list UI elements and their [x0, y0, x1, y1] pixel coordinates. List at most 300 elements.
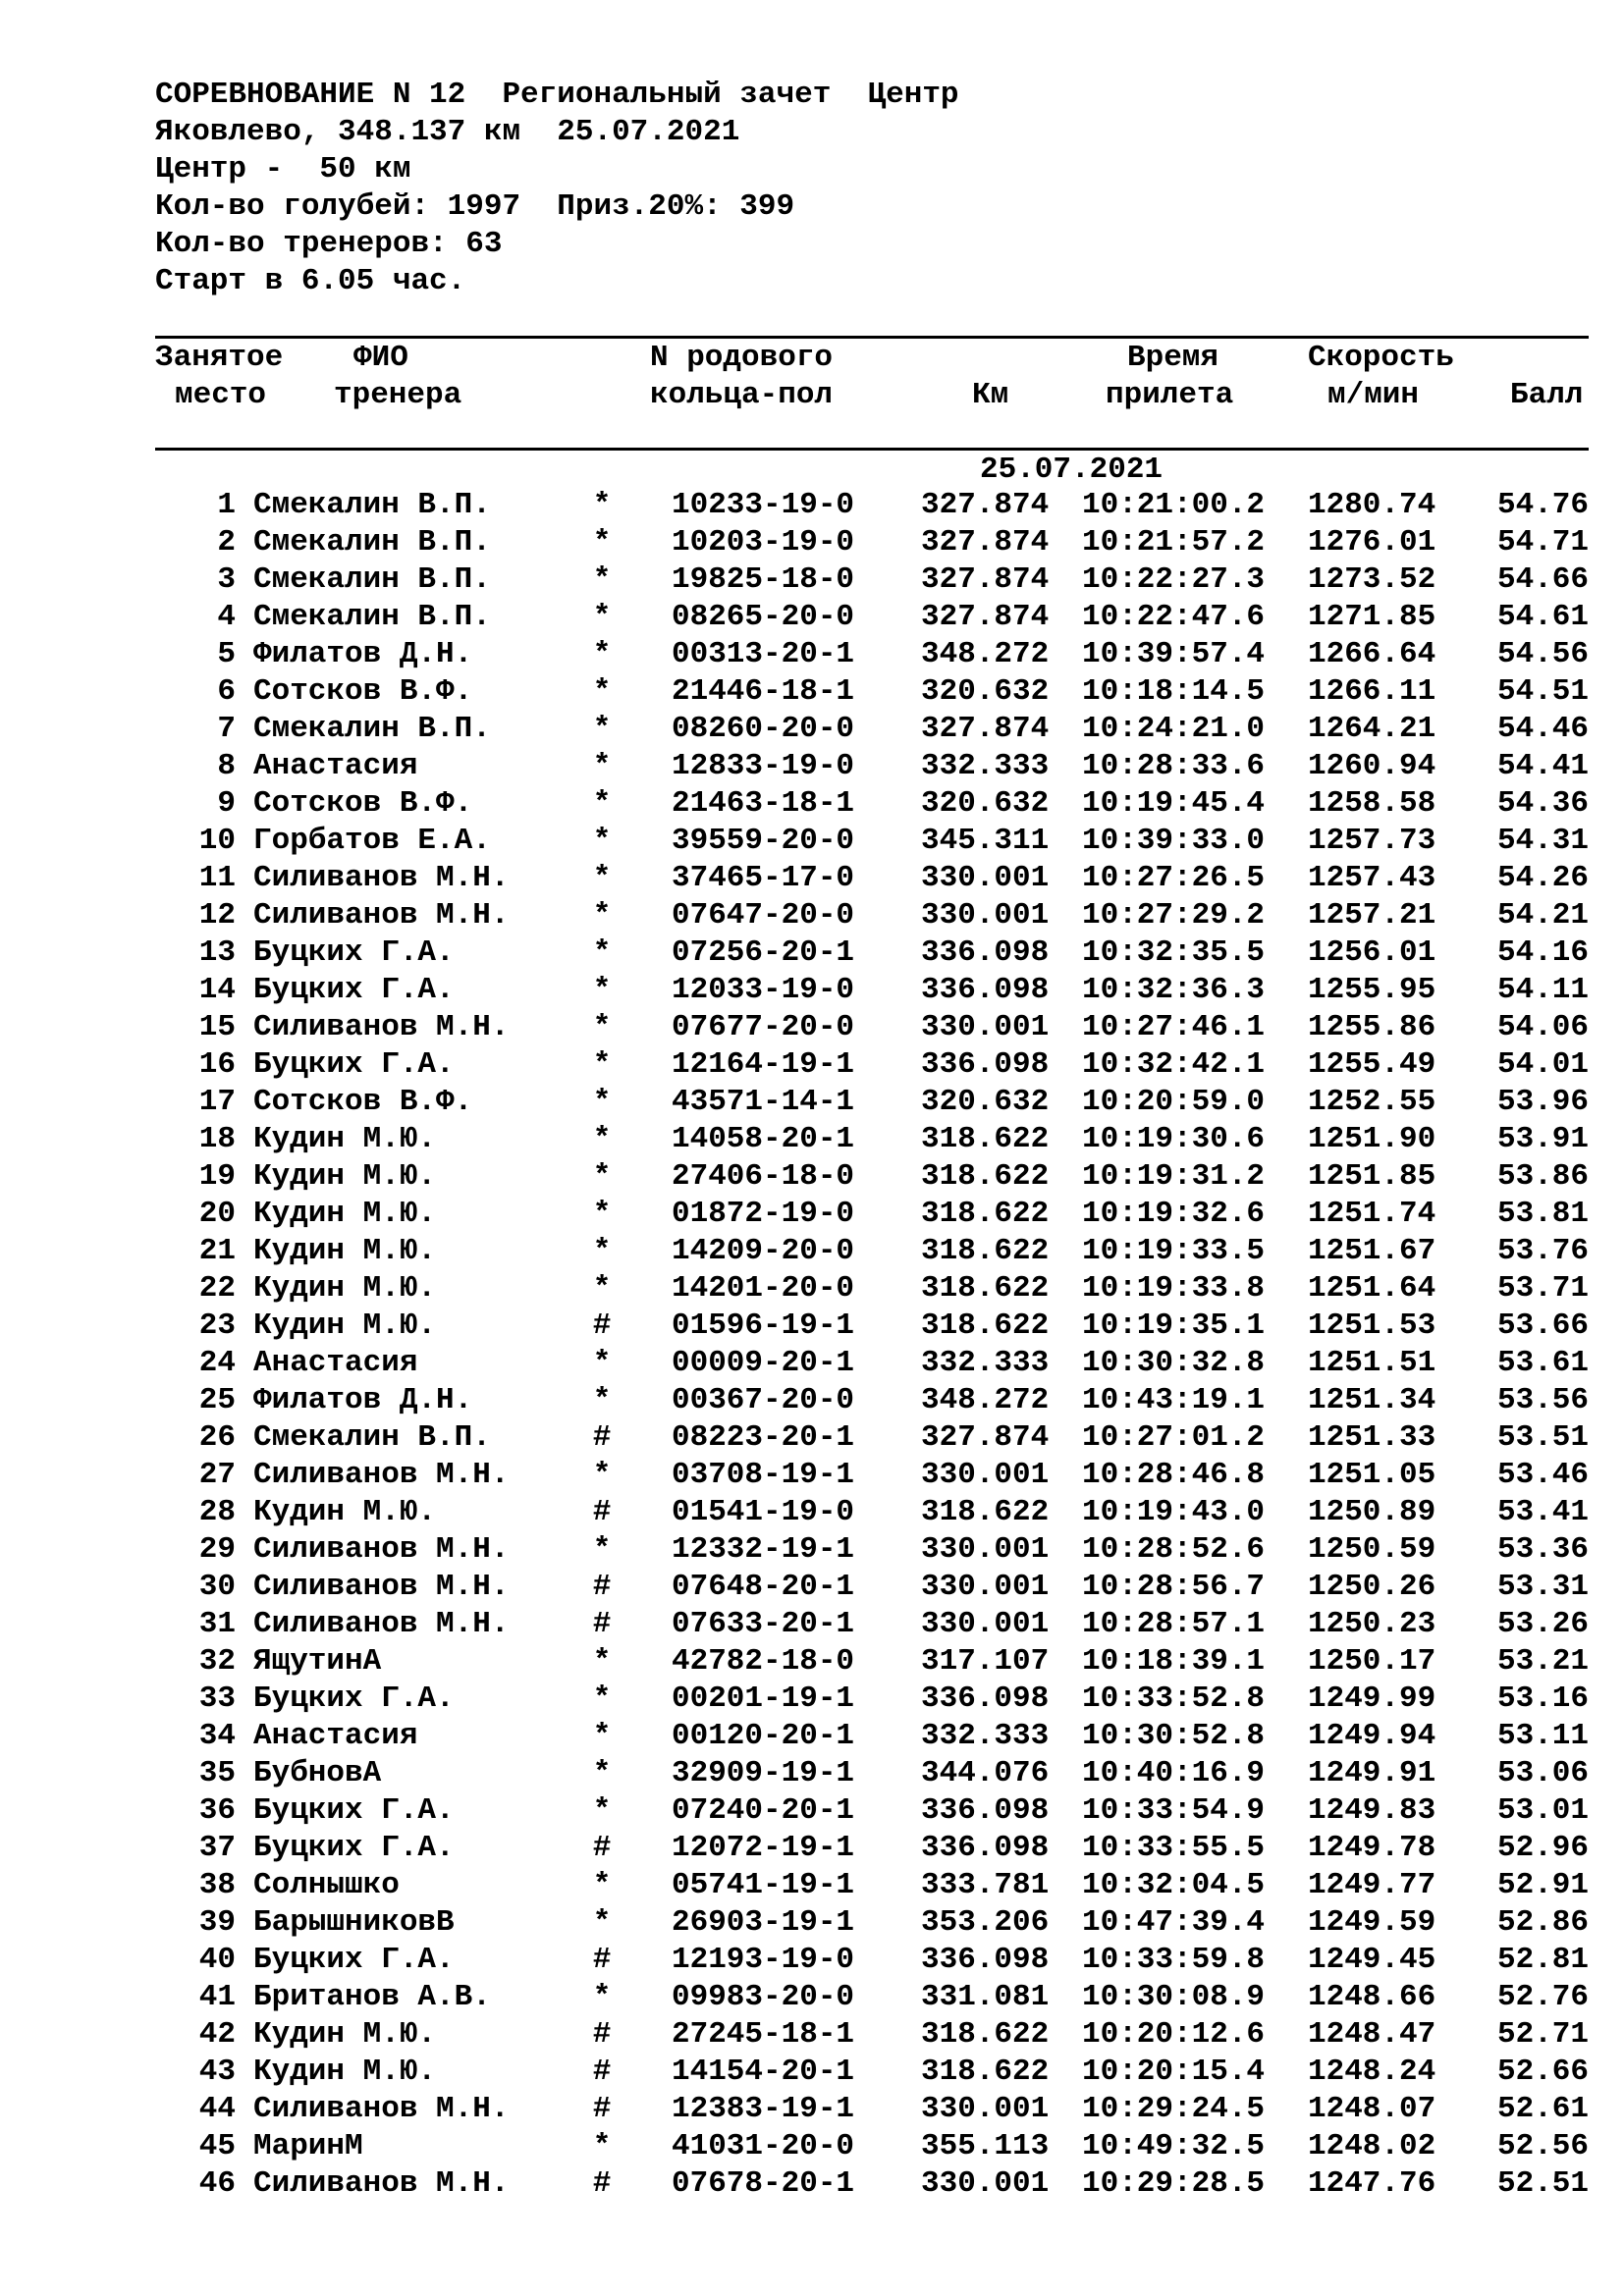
place-cell: 17 [198, 1085, 236, 1119]
ring-number: 10203-19-0 [672, 525, 855, 560]
ring-number: 26903-19-1 [672, 1905, 855, 1940]
score-value: 53.96 [1496, 1085, 1589, 1119]
place-cell: 14 [198, 973, 236, 1007]
ring-number: 37465-17-0 [672, 861, 855, 895]
distance-km: 336.098 [921, 935, 1050, 970]
score-value: 54.26 [1496, 861, 1589, 895]
ring-number: 43571-14-1 [672, 1085, 855, 1119]
speed-value: 1249.99 [1308, 1682, 1436, 1716]
distance-km: 348.272 [921, 637, 1050, 671]
ring-mark: * [592, 786, 612, 821]
col-speed-line2: м/мин [1327, 378, 1420, 412]
ring-mark: * [592, 1868, 612, 1902]
speed-value: 1251.51 [1308, 1346, 1436, 1380]
ring-number: 12383-19-1 [672, 2092, 855, 2126]
distance-km: 332.333 [921, 1719, 1050, 1753]
speed-value: 1271.85 [1308, 600, 1436, 634]
distance-km: 318.622 [921, 2055, 1050, 2089]
ring-number: 21463-18-1 [672, 786, 855, 821]
place-cell: 37 [198, 1831, 236, 1865]
distance-km: 318.622 [921, 1495, 1050, 1529]
ring-mark: * [592, 1197, 612, 1231]
arrival-time: 10:33:52.8 [1082, 1682, 1266, 1716]
speed-value: 1247.76 [1308, 2166, 1436, 2201]
score-value: 53.36 [1496, 1532, 1589, 1567]
ring-number: 07633-20-1 [672, 1607, 855, 1641]
distance-km: 318.622 [921, 1122, 1050, 1156]
ring-number: 07647-20-0 [672, 898, 855, 933]
score-value: 53.91 [1496, 1122, 1589, 1156]
score-value: 53.86 [1496, 1159, 1589, 1194]
ring-number: 03708-19-1 [672, 1458, 855, 1492]
trainer-name: Силиванов М.Н. [253, 1010, 510, 1044]
table-row [155, 1643, 1589, 1681]
trainer-name: Кудин М.Ю. [253, 1159, 437, 1194]
col-name-line1: ФИО [353, 341, 408, 375]
score-value: 53.26 [1496, 1607, 1589, 1641]
trainer-name: ЯщутинА [253, 1644, 382, 1679]
speed-value: 1276.01 [1308, 525, 1436, 560]
speed-value: 1257.43 [1308, 861, 1436, 895]
ring-number: 12033-19-0 [672, 973, 855, 1007]
place-cell: 41 [198, 1980, 236, 2014]
table-row [155, 785, 1589, 823]
ring-mark: * [592, 1905, 612, 1940]
trainer-name: Смекалин В.П. [253, 488, 491, 522]
score-value: 52.71 [1496, 2017, 1589, 2052]
distance-km: 330.001 [921, 1532, 1050, 1567]
speed-value: 1257.73 [1308, 824, 1436, 858]
distance-km: 336.098 [921, 1831, 1050, 1865]
distance-km: 330.001 [921, 1010, 1050, 1044]
ring-number: 21446-18-1 [672, 674, 855, 709]
arrival-time: 10:19:30.6 [1082, 1122, 1266, 1156]
arrival-time: 10:18:39.1 [1082, 1644, 1266, 1679]
ring-mark: # [592, 2055, 612, 2089]
speed-value: 1250.23 [1308, 1607, 1436, 1641]
arrival-time: 10:30:08.9 [1082, 1980, 1266, 2014]
score-value: 52.76 [1496, 1980, 1589, 2014]
ring-mark: * [592, 1719, 612, 1753]
distance-km: 318.622 [921, 1234, 1050, 1268]
speed-value: 1266.64 [1308, 637, 1436, 671]
ring-number: 14154-20-1 [672, 2055, 855, 2089]
trainer-name: Силиванов М.Н. [253, 898, 510, 933]
table-row [155, 1830, 1589, 1867]
ring-number: 27406-18-0 [672, 1159, 855, 1194]
start-time: Старт в 6.05 час. [155, 264, 466, 298]
ring-number: 19825-18-0 [672, 562, 855, 597]
trainer-name: БубновА [253, 1756, 382, 1790]
distance-km: 330.001 [921, 1607, 1050, 1641]
arrival-time: 10:32:36.3 [1082, 973, 1266, 1007]
ring-number: 07677-20-0 [672, 1010, 855, 1044]
trainer-name: Кудин М.Ю. [253, 2017, 437, 2052]
place-cell: 6 [217, 674, 236, 709]
distance-km: 327.874 [921, 1420, 1050, 1455]
arrival-time: 10:47:39.4 [1082, 1905, 1266, 1940]
place-cell: 2 [217, 525, 236, 560]
arrival-time: 10:28:57.1 [1082, 1607, 1266, 1641]
column-headers [155, 340, 1589, 414]
distance-km: 332.333 [921, 749, 1050, 783]
ring-mark: * [592, 1047, 612, 1082]
place-cell: 34 [198, 1719, 236, 1753]
arrival-time: 10:24:21.0 [1082, 712, 1266, 746]
distance-km: 327.874 [921, 712, 1050, 746]
speed-value: 1250.89 [1308, 1495, 1436, 1529]
speed-value: 1249.91 [1308, 1756, 1436, 1790]
table-row [155, 1867, 1589, 1904]
score-value: 53.16 [1496, 1682, 1589, 1716]
distance-km: 330.001 [921, 898, 1050, 933]
score-value: 53.81 [1496, 1197, 1589, 1231]
speed-value: 1251.90 [1308, 1122, 1436, 1156]
distance-km: 353.206 [921, 1905, 1050, 1940]
distance-km: 333.781 [921, 1868, 1050, 1902]
ring-mark: * [592, 1383, 612, 1417]
ring-mark: * [592, 1793, 612, 1828]
ring-mark: * [592, 1346, 612, 1380]
arrival-time: 10:20:59.0 [1082, 1085, 1266, 1119]
arrival-time: 10:28:56.7 [1082, 1570, 1266, 1604]
arrival-time: 10:27:29.2 [1082, 898, 1266, 933]
trainer-name: БарышниковВ [253, 1905, 455, 1940]
place-cell: 43 [198, 2055, 236, 2089]
distance-km: 330.001 [921, 1458, 1050, 1492]
arrival-time: 10:27:01.2 [1082, 1420, 1266, 1455]
header-bottom-divider [155, 448, 1589, 451]
arrival-time: 10:28:46.8 [1082, 1458, 1266, 1492]
ring-number: 00009-20-1 [672, 1346, 855, 1380]
place-cell: 23 [198, 1308, 236, 1343]
arrival-time: 10:27:46.1 [1082, 1010, 1266, 1044]
table-row [155, 1904, 1589, 1942]
score-value: 53.76 [1496, 1234, 1589, 1268]
trainer-name: Кудин М.Ю. [253, 1122, 437, 1156]
place-cell: 35 [198, 1756, 236, 1790]
distance-km: 327.874 [921, 562, 1050, 597]
score-value: 54.56 [1496, 637, 1589, 671]
score-value: 53.06 [1496, 1756, 1589, 1790]
place-cell: 25 [198, 1383, 236, 1417]
trainer-name: Сотсков В.Ф. [253, 674, 473, 709]
ring-mark: # [592, 1420, 612, 1455]
trainer-name: Буцких Г.А. [253, 1047, 455, 1082]
table-row [155, 1009, 1589, 1046]
score-value: 54.06 [1496, 1010, 1589, 1044]
ring-number: 07240-20-1 [672, 1793, 855, 1828]
place-cell: 7 [217, 712, 236, 746]
pigeon-count: Кол-во голубей: 1997 Приз.20%: 399 [155, 189, 795, 224]
distance-km: 330.001 [921, 2166, 1050, 2201]
col-time-line1: Время [1127, 341, 1219, 375]
trainer-name: Силиванов М.Н. [253, 2092, 510, 2126]
col-place-line2: место [175, 378, 267, 412]
arrival-time: 10:20:15.4 [1082, 2055, 1266, 2089]
score-value: 52.66 [1496, 2055, 1589, 2089]
ring-mark: * [592, 1682, 612, 1716]
ring-number: 01596-19-1 [672, 1308, 855, 1343]
ring-number: 14209-20-0 [672, 1234, 855, 1268]
trainer-name: Буцких Г.А. [253, 1943, 455, 1977]
ring-number: 12332-19-1 [672, 1532, 855, 1567]
table-row [155, 1531, 1589, 1569]
distance-km: 330.001 [921, 2092, 1050, 2126]
arrival-time: 10:19:43.0 [1082, 1495, 1266, 1529]
ring-mark: * [592, 562, 612, 597]
trainer-name: Силиванов М.Н. [253, 1458, 510, 1492]
ring-mark: * [592, 600, 612, 634]
ring-number: 12072-19-1 [672, 1831, 855, 1865]
trainer-name: Буцких Г.А. [253, 1793, 455, 1828]
distance-km: 344.076 [921, 1756, 1050, 1790]
score-value: 52.61 [1496, 2092, 1589, 2126]
col-ring-line2: кольца-пол [650, 378, 834, 412]
speed-value: 1266.11 [1308, 674, 1436, 709]
col-name-line2: тренера [334, 378, 462, 412]
arrival-time: 10:21:00.2 [1082, 488, 1266, 522]
place-cell: 45 [198, 2129, 236, 2163]
arrival-time: 10:27:26.5 [1082, 861, 1266, 895]
ring-mark: * [592, 898, 612, 933]
score-value: 52.81 [1496, 1943, 1589, 1977]
distance-km: 327.874 [921, 525, 1050, 560]
place-cell: 28 [198, 1495, 236, 1529]
table-row [155, 1270, 1589, 1308]
distance-km: 327.874 [921, 600, 1050, 634]
ring-mark: # [592, 1495, 612, 1529]
distance-km: 348.272 [921, 1383, 1050, 1417]
header-top-divider [155, 336, 1589, 339]
ring-number: 42782-18-0 [672, 1644, 855, 1679]
speed-value: 1248.24 [1308, 2055, 1436, 2089]
trainer-name: Анастасия [253, 1346, 418, 1380]
release-point: Яковлево, 348.137 км 25.07.2021 [155, 115, 740, 149]
table-row [155, 673, 1589, 711]
table-row [155, 1942, 1589, 1979]
speed-value: 1249.78 [1308, 1831, 1436, 1865]
trainer-name: Силиванов М.Н. [253, 1570, 510, 1604]
trainer-name: Филатов Д.Н. [253, 637, 473, 671]
score-value: 53.61 [1496, 1346, 1589, 1380]
table-row [155, 1046, 1589, 1084]
ring-number: 12164-19-1 [672, 1047, 855, 1082]
ring-number: 00201-19-1 [672, 1682, 855, 1716]
trainer-name: Кудин М.Ю. [253, 1234, 437, 1268]
place-cell: 13 [198, 935, 236, 970]
table-row [155, 1158, 1589, 1196]
trainer-name: Буцких Г.А. [253, 973, 455, 1007]
ring-number: 00120-20-1 [672, 1719, 855, 1753]
distance-km: 317.107 [921, 1644, 1050, 1679]
speed-value: 1280.74 [1308, 488, 1436, 522]
speed-value: 1255.86 [1308, 1010, 1436, 1044]
distance-km: 355.113 [921, 2129, 1050, 2163]
place-cell: 38 [198, 1868, 236, 1902]
speed-value: 1249.94 [1308, 1719, 1436, 1753]
results-table [155, 487, 1589, 2203]
score-value: 54.01 [1496, 1047, 1589, 1082]
score-value: 53.01 [1496, 1793, 1589, 1828]
table-row [155, 823, 1589, 860]
distance-km: 336.098 [921, 1682, 1050, 1716]
ring-mark: * [592, 674, 612, 709]
table-row [155, 1382, 1589, 1419]
table-row [155, 2016, 1589, 2054]
speed-value: 1250.59 [1308, 1532, 1436, 1567]
score-value: 54.51 [1496, 674, 1589, 709]
place-cell: 30 [198, 1570, 236, 1604]
ring-mark: * [592, 1085, 612, 1119]
arrival-time: 10:39:33.0 [1082, 824, 1266, 858]
table-row [155, 2091, 1589, 2128]
place-cell: 4 [217, 600, 236, 634]
ring-mark: * [592, 749, 612, 783]
score-value: 53.41 [1496, 1495, 1589, 1529]
trainer-name: Кудин М.Ю. [253, 1495, 437, 1529]
trainer-name: Британов А.В. [253, 1980, 491, 2014]
speed-value: 1251.33 [1308, 1420, 1436, 1455]
score-value: 52.91 [1496, 1868, 1589, 1902]
score-value: 53.51 [1496, 1420, 1589, 1455]
arrival-time: 10:21:57.2 [1082, 525, 1266, 560]
speed-value: 1250.17 [1308, 1644, 1436, 1679]
speed-value: 1249.83 [1308, 1793, 1436, 1828]
speed-value: 1255.95 [1308, 973, 1436, 1007]
ring-mark: * [592, 1271, 612, 1306]
place-cell: 16 [198, 1047, 236, 1082]
arrival-time: 10:39:57.4 [1082, 637, 1266, 671]
table-row [155, 711, 1589, 748]
score-value: 52.56 [1496, 2129, 1589, 2163]
trainer-name: Сотсков В.Ф. [253, 786, 473, 821]
arrival-time: 10:33:54.9 [1082, 1793, 1266, 1828]
distance-km: 318.622 [921, 1197, 1050, 1231]
ring-mark: * [592, 1644, 612, 1679]
ring-number: 10233-19-0 [672, 488, 855, 522]
arrival-time: 10:19:32.6 [1082, 1197, 1266, 1231]
table-row [155, 1718, 1589, 1755]
arrival-time: 10:18:14.5 [1082, 674, 1266, 709]
score-value: 54.41 [1496, 749, 1589, 783]
ring-number: 07678-20-1 [672, 2166, 855, 2201]
speed-value: 1251.53 [1308, 1308, 1436, 1343]
trainer-name: Смекалин В.П. [253, 1420, 491, 1455]
arrival-time: 10:22:47.6 [1082, 600, 1266, 634]
arrival-time: 10:32:35.5 [1082, 935, 1266, 970]
place-cell: 26 [198, 1420, 236, 1455]
ring-number: 12833-19-0 [672, 749, 855, 783]
trainer-name: Горбатов Е.А. [253, 824, 491, 858]
place-cell: 44 [198, 2092, 236, 2126]
arrival-time: 10:43:19.1 [1082, 1383, 1266, 1417]
speed-value: 1248.07 [1308, 2092, 1436, 2126]
place-cell: 3 [217, 562, 236, 597]
speed-value: 1273.52 [1308, 562, 1436, 597]
distance-km: 330.001 [921, 861, 1050, 895]
ring-number: 00367-20-0 [672, 1383, 855, 1417]
place-cell: 20 [198, 1197, 236, 1231]
ring-mark: # [592, 1308, 612, 1343]
table-row [155, 860, 1589, 897]
table-row [155, 1084, 1589, 1121]
place-cell: 29 [198, 1532, 236, 1567]
arrival-time: 10:33:55.5 [1082, 1831, 1266, 1865]
trainer-name: Сотсков В.Ф. [253, 1085, 473, 1119]
ring-number: 08260-20-0 [672, 712, 855, 746]
score-value: 53.31 [1496, 1570, 1589, 1604]
table-row [155, 748, 1589, 785]
ring-mark: * [592, 973, 612, 1007]
trainer-name: Смекалин В.П. [253, 562, 491, 597]
ring-number: 09983-20-0 [672, 1980, 855, 2014]
arrival-time: 10:49:32.5 [1082, 2129, 1266, 2163]
place-cell: 39 [198, 1905, 236, 1940]
place-cell: 18 [198, 1122, 236, 1156]
arrival-time: 10:19:33.5 [1082, 1234, 1266, 1268]
arrival-time: 10:40:16.9 [1082, 1756, 1266, 1790]
ring-mark: # [592, 2166, 612, 2201]
trainer-name: Анастасия [253, 1719, 418, 1753]
score-value: 54.61 [1496, 600, 1589, 634]
table-row [155, 524, 1589, 561]
ring-number: 01541-19-0 [672, 1495, 855, 1529]
ring-mark: # [592, 1607, 612, 1641]
place-cell: 1 [217, 488, 236, 522]
table-row [155, 1419, 1589, 1457]
trainer-name: Смекалин В.П. [253, 525, 491, 560]
speed-value: 1257.21 [1308, 898, 1436, 933]
arrival-time: 10:29:28.5 [1082, 2166, 1266, 2201]
arrival-time: 10:32:42.1 [1082, 1047, 1266, 1082]
speed-value: 1260.94 [1308, 749, 1436, 783]
ring-mark: * [592, 935, 612, 970]
col-time-line2: прилета [1106, 378, 1234, 412]
score-value: 54.76 [1496, 488, 1589, 522]
trainer-count: Кол-во тренеров: 63 [155, 227, 503, 261]
trainer-name: Кудин М.Ю. [253, 2055, 437, 2089]
table-row [155, 2128, 1589, 2165]
place-cell: 12 [198, 898, 236, 933]
place-cell: 42 [198, 2017, 236, 2052]
place-cell: 32 [198, 1644, 236, 1679]
trainer-name: Буцких Г.А. [253, 935, 455, 970]
table-row [155, 934, 1589, 972]
ring-number: 39559-20-0 [672, 824, 855, 858]
table-row [155, 1345, 1589, 1382]
ring-mark: * [592, 1159, 612, 1194]
ring-number: 00313-20-1 [672, 637, 855, 671]
score-value: 53.21 [1496, 1644, 1589, 1679]
score-value: 54.21 [1496, 898, 1589, 933]
trainer-name: Кудин М.Ю. [253, 1271, 437, 1306]
speed-value: 1255.49 [1308, 1047, 1436, 1082]
ring-mark: * [592, 824, 612, 858]
table-row [155, 1606, 1589, 1643]
distance-km: 345.311 [921, 824, 1050, 858]
competition-title: СОРЕВНОВАНИЕ N 12 Региональный зачет Центр [155, 78, 959, 112]
speed-value: 1251.67 [1308, 1234, 1436, 1268]
table-row [155, 561, 1589, 599]
ring-number: 41031-20-0 [672, 2129, 855, 2163]
arrival-time: 10:20:12.6 [1082, 2017, 1266, 2052]
speed-value: 1249.59 [1308, 1905, 1436, 1940]
ring-mark: # [592, 2092, 612, 2126]
ring-mark: * [592, 1234, 612, 1268]
score-value: 53.71 [1496, 1271, 1589, 1306]
table-row [155, 1755, 1589, 1792]
